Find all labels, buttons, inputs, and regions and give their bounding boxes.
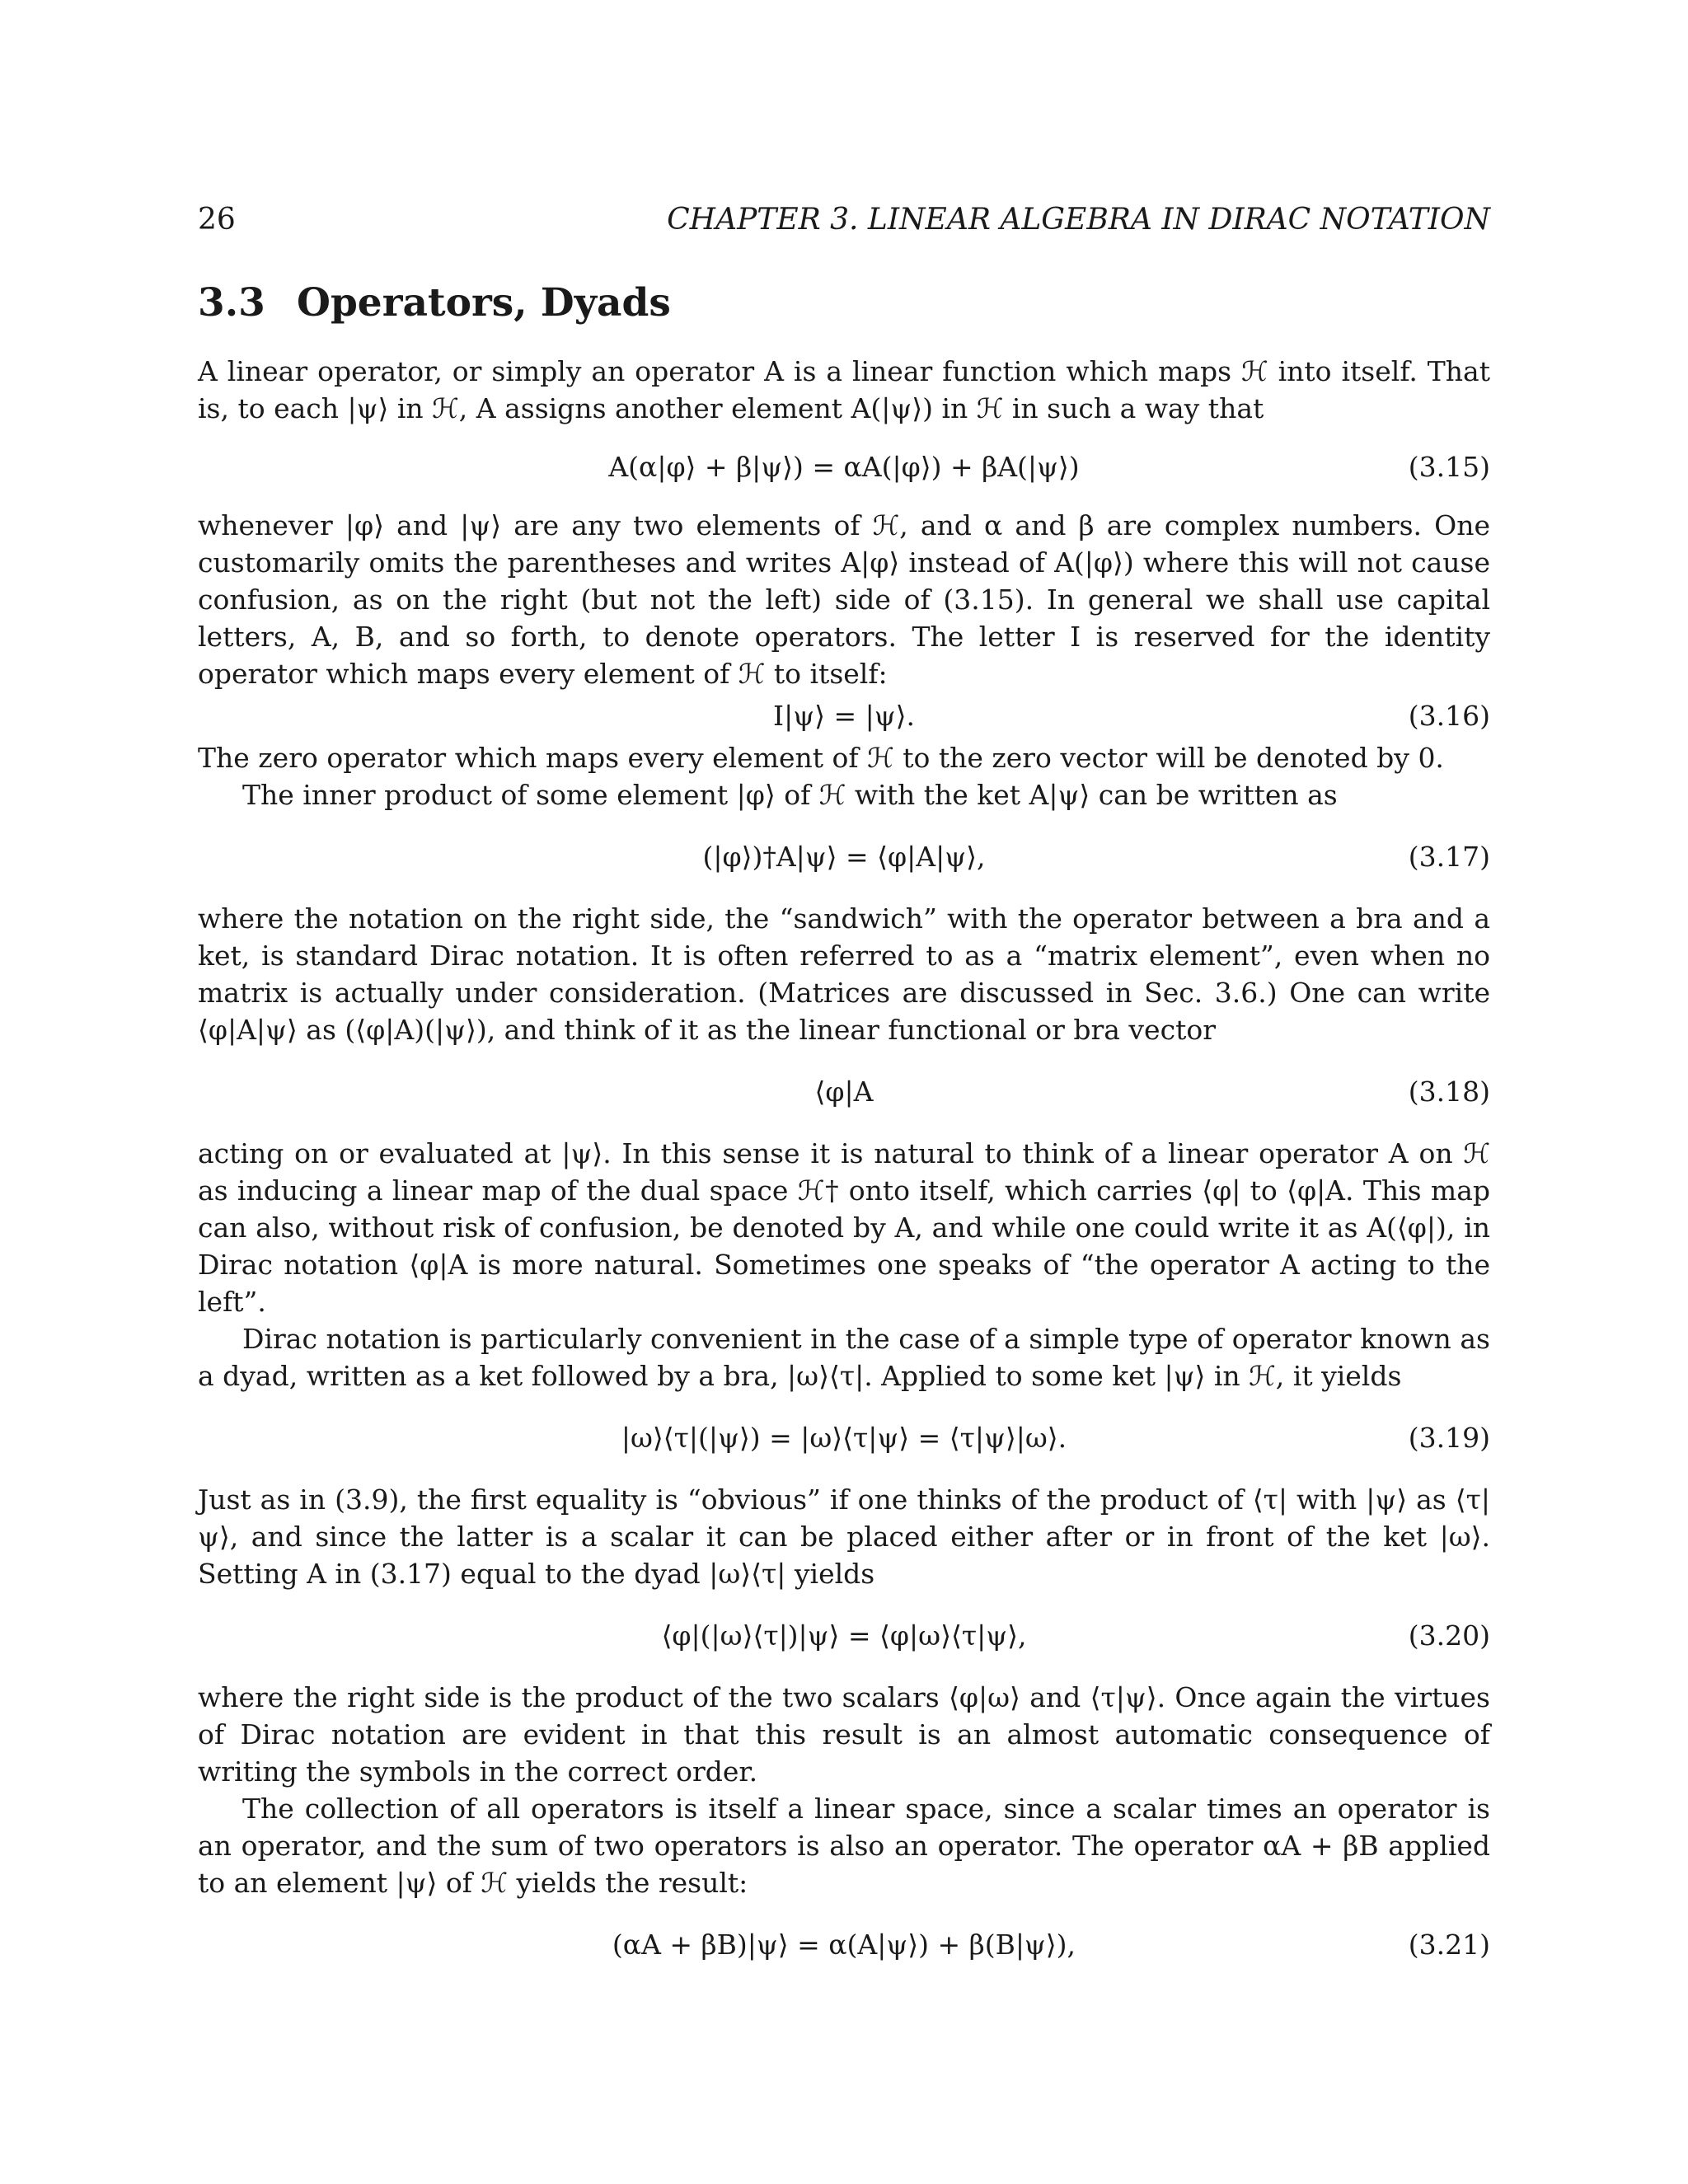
equation-expression: (αA + βB)|ψ⟩ = α(A|ψ⟩) + β(B|ψ⟩),: [612, 1929, 1076, 1961]
section-heading: [198, 279, 671, 328]
equation-number: (3.17): [1408, 841, 1490, 873]
equation-number: (3.15): [1408, 451, 1490, 483]
paragraph: Dirac notation is particularly convenient in the case of a simple type of operator known as a dyad, written as a ket followed by a bra, |ω⟩⟨τ|. Applied to some ket |ψ⟩ in ℋ, it yields: [198, 1323, 1490, 1392]
section-title: Operators, Dyads: [297, 280, 671, 326]
equation-3-17: [198, 838, 1490, 875]
equation-3-21: [198, 1926, 1490, 1963]
equation-number: (3.18): [1408, 1076, 1490, 1108]
paragraph: A linear operator, or simply an operator A is a linear function which maps ℋ into itself. That is, to each |ψ⟩ in ℋ, A assigns another element A(|ψ⟩) in ℋ in such a way that: [198, 355, 1490, 424]
paragraph: acting on or evaluated at |ψ⟩. In this sense it is natural to think of a linear operator A on ℋ as inducing a linear map of the dual space ℋ† onto itself, which carries ⟨φ| to ⟨φ|A. This map can also, without risk of confusion, be denoted by A, and while one could write it as A(⟨φ|), in Dirac notation ⟨φ|A is more natural. Sometimes one speaks of “the operator A acting to the left”.: [198, 1137, 1490, 1318]
equation-3-15: [198, 448, 1490, 485]
equation-expression: ⟨φ|(|ω⟩⟨τ|)|ψ⟩ = ⟨φ|ω⟩⟨τ|ψ⟩,: [661, 1619, 1027, 1652]
equation-expression: A(α|φ⟩ + β|ψ⟩) = αA(|φ⟩) + βA(|ψ⟩): [608, 451, 1080, 483]
paragraph: The zero operator which maps every element of ℋ to the zero vector will be denoted by 0.: [198, 742, 1444, 774]
equation-expression: ⟨φ|A: [814, 1076, 874, 1108]
equation-3-20: [198, 1617, 1490, 1654]
paragraph: The collection of all operators is itself a linear space, since a scalar times an operator is an operator, and the sum of two operators is also an operator. The operator αA + βB applied to an element |ψ⟩ of ℋ yields the result:: [198, 1793, 1490, 1899]
equation-expression: |ω⟩⟨τ|(|ψ⟩) = |ω⟩⟨τ|ψ⟩ = ⟨τ|ψ⟩|ω⟩.: [621, 1422, 1067, 1454]
equation-3-19: [198, 1419, 1490, 1456]
equation-number: (3.19): [1408, 1422, 1490, 1454]
paragraph: The inner product of some element |φ⟩ of ℋ with the ket A|ψ⟩ can be written as: [242, 779, 1338, 811]
page-number: 26: [198, 203, 236, 237]
equation-expression: I|ψ⟩ = |ψ⟩.: [773, 700, 915, 732]
paragraph: where the notation on the right side, the “sandwich” with the operator between a bra and a ket, is standard Dirac notation. It is often referred to as a “matrix element”, even when no matrix is actually under consideration. (Matrices are discussed in Sec. 3.6.) One can write ⟨φ|A|ψ⟩ as (⟨φ|A)(|ψ⟩), and think of it as the linear functional or bra vector: [198, 902, 1490, 1046]
equation-3-16: [198, 697, 1490, 734]
equation-number: (3.21): [1408, 1929, 1490, 1961]
section-number: 3.3: [198, 280, 265, 326]
paragraph: Just as in (3.9), the first equality is “obvious” if one thinks of the product of ⟨τ| with |ψ⟩ as ⟨τ|ψ⟩, and since the latter is a scalar it can be placed either after or in front of the ket |ω⟩. Setting A in (3.17) equal to the dyad |ω⟩⟨τ| yields: [198, 1483, 1490, 1590]
running-header: [198, 202, 1490, 238]
body-text: [198, 353, 1490, 1988]
equation-3-18: [198, 1073, 1490, 1110]
equation-expression: (|φ⟩)†A|ψ⟩ = ⟨φ|A|ψ⟩,: [702, 841, 986, 873]
paragraph: where the right side is the product of the two scalars ⟨φ|ω⟩ and ⟨τ|ψ⟩. Once again the virtues of Dirac notation are evident in that this result is an almost automatic consequence of writing the symbols in the correct order.: [198, 1681, 1490, 1788]
chapter-title: CHAPTER 3. LINEAR ALGEBRA IN DIRAC NOTATION: [667, 203, 1490, 237]
equation-number: (3.16): [1408, 700, 1490, 732]
equation-number: (3.20): [1408, 1619, 1490, 1652]
paragraph: whenever |φ⟩ and |ψ⟩ are any two elements of ℋ, and α and β are complex numbers. One customarily omits the parentheses and writes A|φ⟩ instead of A(|φ⟩) where this will not cause confusion, as on the right (but not the left) side of (3.15). In general we shall use capital letters, A, B, and so forth, to denote operators. The letter I is reserved for the identity operator which maps every element of ℋ to itself:: [198, 509, 1490, 690]
